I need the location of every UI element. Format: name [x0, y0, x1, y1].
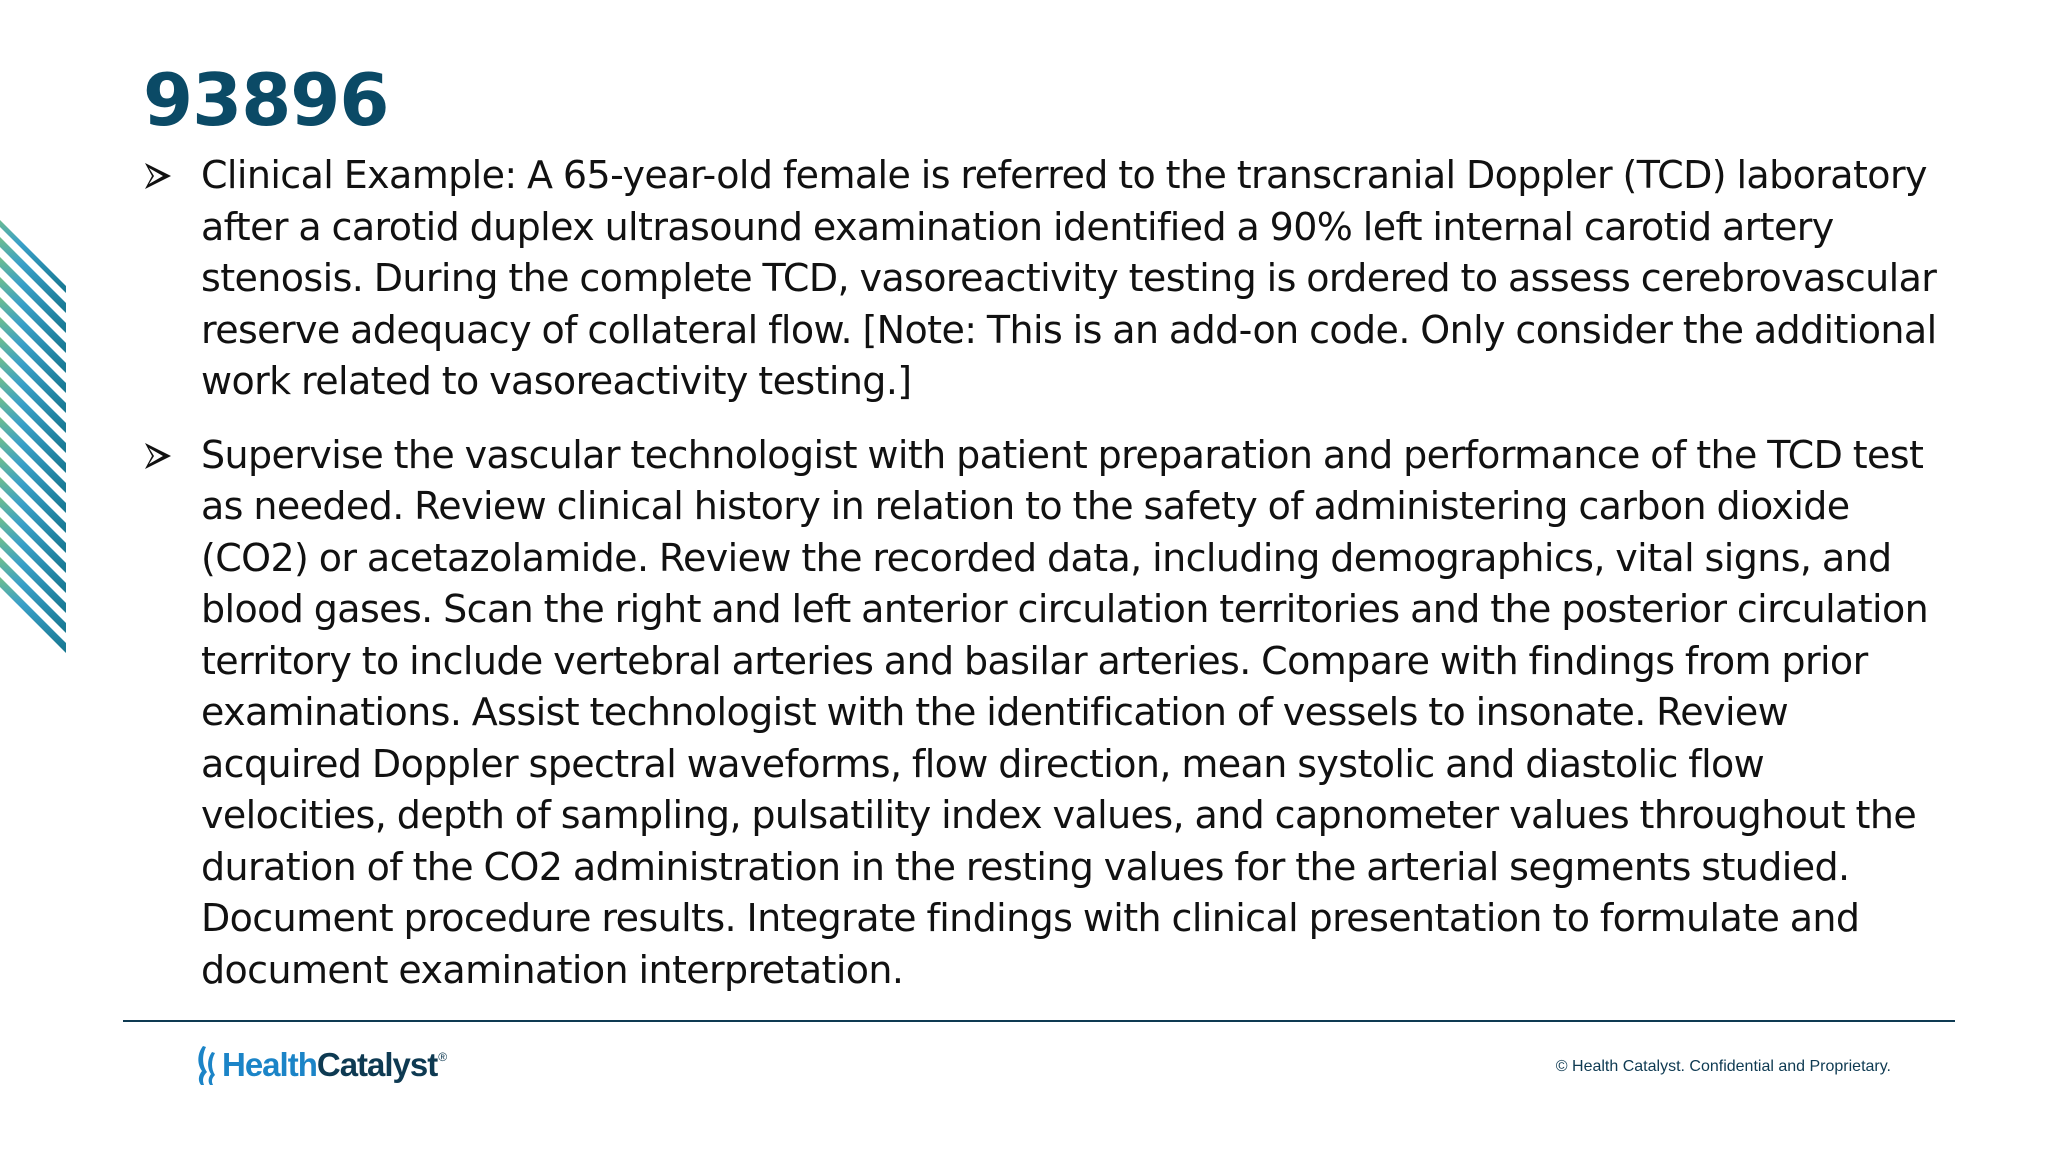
bullet-text: Clinical Example: A 65-year-old female is referred to the transcranial Doppler (TCD) laboratory after a carotid duplex ultrasound examination identified a 90% left internal carotid artery stenosis. During the complete TCD, vasoreactivity testing is ordered to assess cerebrovascular reserve adequacy of collateral flow. [Note: This is an add-on code. Only consider the additional work related to vasoreactivity testing.]	[201, 153, 1937, 403]
health-catalyst-logo-mark-icon	[194, 1044, 220, 1086]
bullet-work-description	[143, 430, 1943, 997]
footer-divider	[123, 1020, 1955, 1022]
arrowhead-bullet-icon	[143, 441, 173, 471]
logo-text-health: Health	[222, 1046, 317, 1083]
copyright-notice: © Health Catalyst. Confidential and Proprietary.	[1555, 1058, 1891, 1075]
slide-title: 93896	[143, 58, 389, 142]
bullet-text: Supervise the vascular technologist with patient preparation and performance of the TCD test as needed. Review clinical history in relation to the safety of administering carbon dioxide (CO2) or acetazolamide. Review the recorded data, including demographics, vital signs, and blood gases. Scan the right and left anterior circulation territories and the posterior circulation territory to include vertebral arteries and basilar arteries. Compare with findings from prior examinations. Assist technologist with the identification of vessels to insonate. Review acquired Doppler spectral waveforms, flow direction, mean systolic and diastolic flow velocities, depth of sampling, pulsatility index values, and capnometer values throughout the duration of the CO2 administration in the resting values for the arterial segments studied. Document procedure results. Integrate findings with clinical presentation to formulate and document examination interpretation.	[201, 432, 1929, 992]
diagonal-stripes-decoration	[0, 220, 66, 654]
logo-trademark: ®	[438, 1050, 448, 1064]
bullet-list	[143, 150, 1943, 996]
bullet-clinical-example	[143, 150, 1943, 408]
arrowhead-bullet-icon	[143, 161, 173, 191]
health-catalyst-logo	[194, 1044, 447, 1086]
logo-text-catalyst: Catalyst	[316, 1046, 438, 1083]
